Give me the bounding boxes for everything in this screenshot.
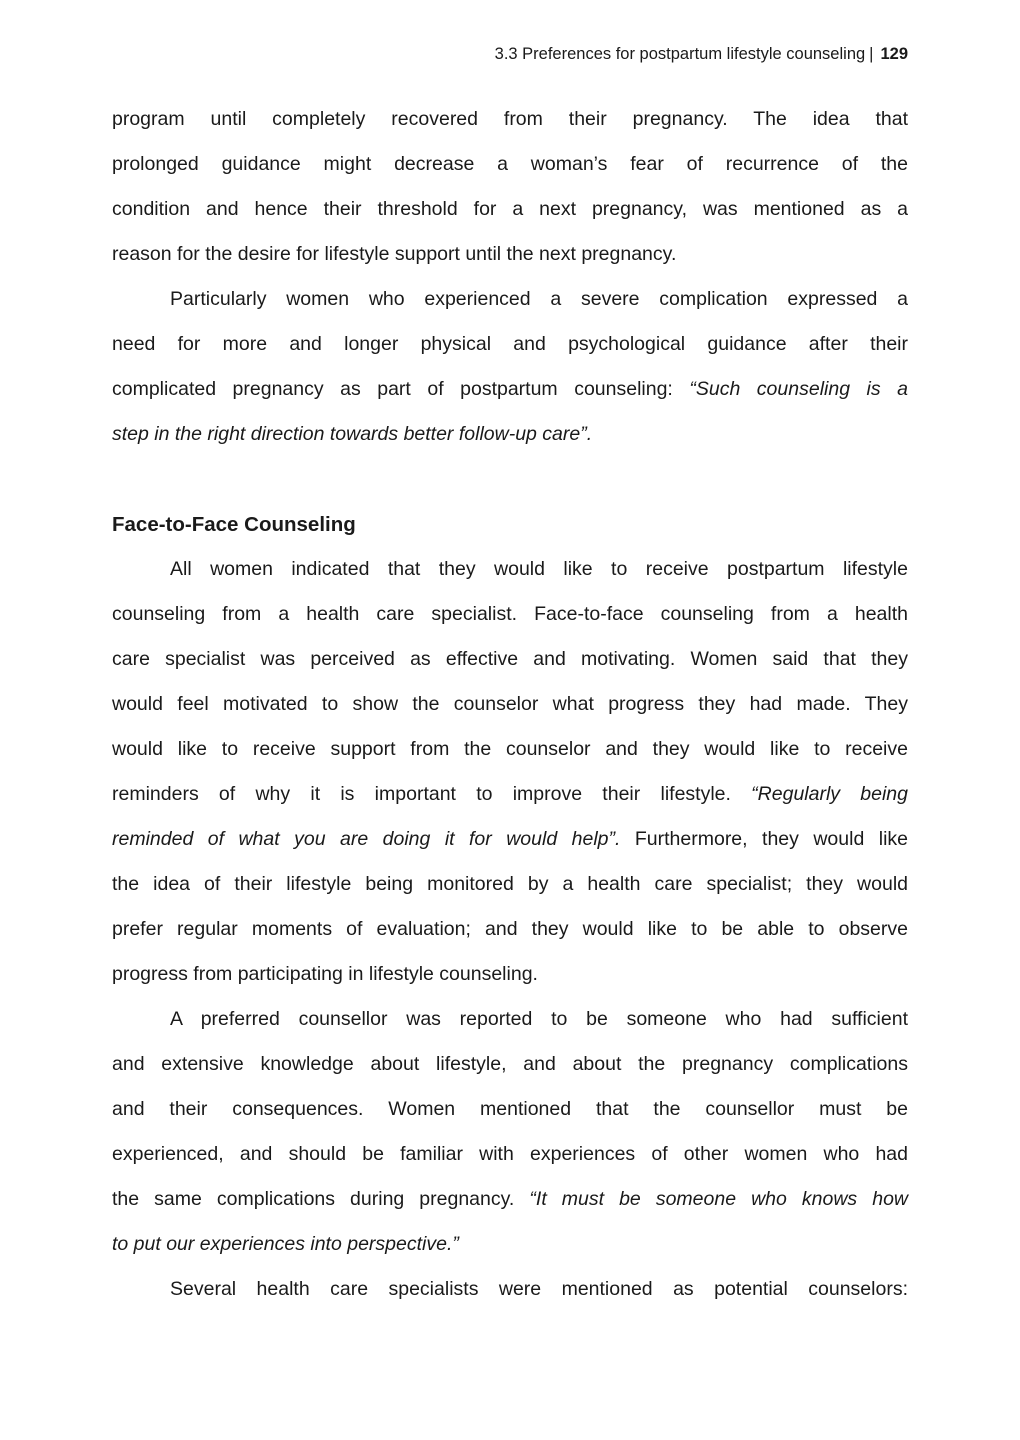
section-heading: Face-to-Face Counseling xyxy=(112,513,356,536)
text-run: reason for the desire for lifestyle support until the next pregnancy. xyxy=(112,243,677,265)
page-header xyxy=(112,44,908,64)
text-run: need for more and longer physical and psychological guidance after their xyxy=(112,333,908,355)
text-run: Particularly women who experienced a severe complication expressed a xyxy=(170,288,908,310)
text-run: to put our experiences into perspective.” xyxy=(112,1233,459,1255)
text-run: the idea of their lifestyle being monitored by a health care specialist; they would xyxy=(112,873,908,895)
text-run: step in the right direction towards better follow-up care”. xyxy=(112,423,593,445)
page-number: 129 xyxy=(880,45,908,63)
paragraph xyxy=(112,277,908,457)
text-run: complicated pregnancy as part of postpartum counseling: xyxy=(112,378,690,400)
text-line xyxy=(112,1042,908,1087)
text-run: would like to receive support from the counselor and they would like to receive xyxy=(112,738,908,760)
text-line xyxy=(112,187,908,232)
text-line xyxy=(112,1267,908,1312)
text-line xyxy=(112,997,908,1042)
text-run: reminded of what you are doing it for would help”. xyxy=(112,828,621,850)
text-line xyxy=(112,142,908,187)
text-run: and their consequences. Women mentioned that the counsellor must be xyxy=(112,1098,908,1120)
text-run: reminders of why it is important to improve their lifestyle. xyxy=(112,783,752,805)
header-separator: | xyxy=(869,45,874,63)
text-run: the same complications during pregnancy. xyxy=(112,1188,530,1210)
paragraph xyxy=(112,547,908,997)
text-run: prolonged guidance might decrease a woman’s fear of recurrence of the xyxy=(112,153,908,175)
text-run: progress from participating in lifestyle counseling. xyxy=(112,963,538,985)
text-line xyxy=(112,1177,908,1222)
text-line xyxy=(112,97,908,142)
text-line xyxy=(112,1087,908,1132)
text-line xyxy=(112,1132,908,1177)
paragraph xyxy=(112,97,908,277)
text-line xyxy=(112,907,908,952)
text-run: care specialist was perceived as effective and motivating. Women said that they xyxy=(112,648,908,670)
text-run: would feel motivated to show the counselor what progress they had made. They xyxy=(112,693,908,715)
text-run: “It must be someone who knows how xyxy=(529,1188,908,1210)
text-run: counseling from a health care specialist. Face-to-face counseling from a health xyxy=(112,603,908,625)
paragraph xyxy=(112,997,908,1267)
text-run: All women indicated that they would like to receive postpartum lifestyle xyxy=(170,558,908,580)
text-line xyxy=(112,727,908,772)
text-run: and extensive knowledge about lifestyle, and about the pregnancy complications xyxy=(112,1053,908,1075)
text-line xyxy=(112,637,908,682)
text-line xyxy=(112,412,908,457)
text-line xyxy=(112,952,908,997)
running-header-text: 3.3 Preferences for postpartum lifestyle counseling xyxy=(494,45,866,63)
text-line xyxy=(112,232,908,277)
text-run: experienced, and should be familiar with experiences of other women who had xyxy=(112,1143,908,1165)
text-run: condition and hence their threshold for a next pregnancy, was mentioned as a xyxy=(112,198,908,220)
text-run: A preferred counsellor was reported to be someone who had sufficient xyxy=(170,1008,908,1030)
text-run: prefer regular moments of evaluation; and they would like to be able to observe xyxy=(112,918,908,940)
text-line xyxy=(112,592,908,637)
text-line xyxy=(112,1222,908,1267)
text-line xyxy=(112,322,908,367)
text-run: Several health care specialists were mentioned as potential counselors: xyxy=(170,1278,908,1300)
text-line xyxy=(112,817,908,862)
paragraph xyxy=(112,1267,908,1312)
text-line xyxy=(112,547,908,592)
text-line xyxy=(112,682,908,727)
text-line xyxy=(112,772,908,817)
text-line xyxy=(112,862,908,907)
text-line xyxy=(112,277,908,322)
text-line xyxy=(112,367,908,412)
text-run: “Regularly being xyxy=(751,783,908,805)
text-run: Furthermore, they would like xyxy=(620,828,909,850)
text-run: program until completely recovered from their pregnancy. The idea that xyxy=(112,108,908,130)
text-run: “Such counseling is a xyxy=(689,378,908,400)
document-body xyxy=(112,97,908,1312)
